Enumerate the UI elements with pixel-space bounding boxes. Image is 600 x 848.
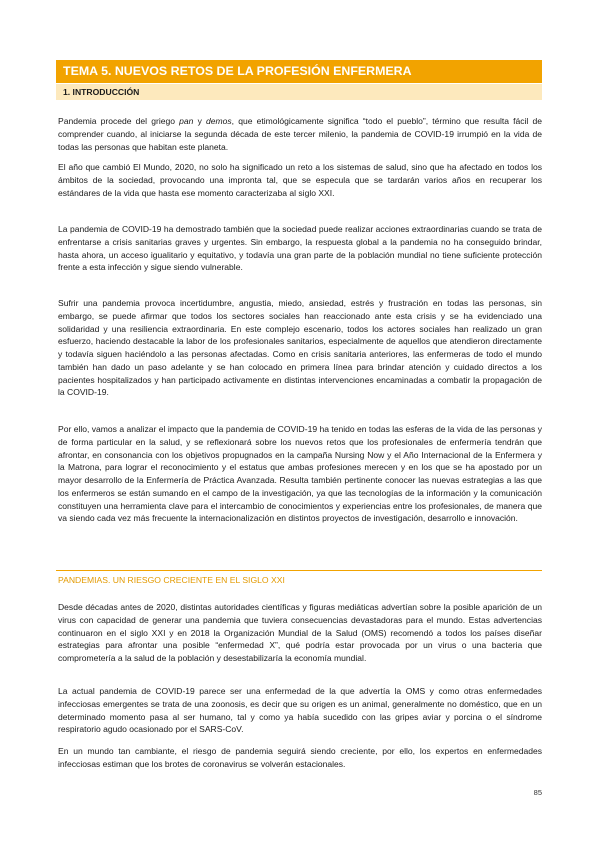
- page-number: 85: [533, 788, 542, 797]
- subsection-heading: PANDEMIAS. UN RIESGO CRECIENTE EN EL SIGLO XXI: [58, 575, 285, 585]
- pandemics-paragraph-3: En un mundo tan cambiante, el riesgo de pandemia seguirá siendo creciente, por ello, los expertos en enfermedades infecciosas estiman que los brotes de coronavirus se volverán estacionales.: [58, 746, 542, 769]
- intro-paragraph-4: Sufrir una pandemia provoca incertidumbre, angustia, miedo, ansiedad, estrés y frustración en todas las personas, sin embargo, se puede afirmar que todos los sectores sociales han reaccionado ante esta crisis y se ha evidenciado una solidaridad y una resiliencia extraordinaria. En este complejo escenario, todos los actores sociales han realizado un gran esfuerzo, haciendo destacable la labor de los profesionales sanitarios, especialmente de aquellos que atendieron directamente y todavía siguen haciéndolo a las personas afectadas. Como en crisis sanitaria anteriores, las enfermeras de todo el mundo también han dado un paso adelante y se han colocado en primera línea para brindar atención y cuidado directos a los pacientes hospitalizados y han participado activamente en distintas intervenciones encaminadas a combatir la propagación de la COVID-19.: [58, 298, 542, 398]
- section-heading: 1. INTRODUCCIÓN: [56, 84, 542, 100]
- pandemics-paragraph-2: La actual pandemia de COVID-19 parece ser una enfermedad de la que advertía la OMS y como otras enfermedades infecciosas emergentes se trata de una zoonosis, es decir que su origen es un animal, generalmente no doméstico, que en un determinado momento pasa al ser humano, tal y como ya había sucedido con las gripes aviar y porcina o el síndrome respiratorio agudo ocasionado por el SARS-CoV.: [58, 686, 542, 735]
- intro-paragraph-3: La pandemia de COVID-19 ha demostrado también que la sociedad puede realizar acciones extraordinarias cuando se trata de enfrentarse a crisis sanitarias graves y urgentes. Sin embargo, la respuesta global a la pandemia no ha conseguido brindar, hasta ahora, un acceso igualitario y equitativo, y todavía una gran parte de la población mundial no tiene suficiente protección frente a esta infección y sigue siendo vulnerable.: [58, 224, 542, 273]
- intro-paragraph-2: El año que cambió El Mundo, 2020, no solo ha significado un reto a los sistemas de salud, sino que ha afectado en todos los ámbitos de la sociedad, provocando una impronta tal, que se especula que se tardarán varios años en recuperar los estándares de la vida que hasta ese momento caracterizaba al siglo XXI.: [58, 162, 542, 198]
- intro-paragraph-5: Por ello, vamos a analizar el impacto que la pandemia de COVID-19 ha tenido en todas las esferas de la vida de las personas y de forma particular en la salud, y se reflexionará sobre los nuevos retos que los profesionales de enfermería tendrán que afrontar, en consonancia con los objetivos propugnados en la campaña Nursing Now y el Año Internacional de la Enfermera y la Matrona, para lograr el reconocimiento y el estatus que ambas profesiones merecen y en los que se ha apostado por un mayor desarrollo de la Enfermería de Práctica Avanzada. Resulta también pertinente conocer las nuevas estrategias a las que los enfermeros se están sumando en el campo de la investigación, ya que las tecnologías de la información y la comunicación constituyen una herramienta clave para el intercambio de conocimientos y experiencias entre los profesionales, de manera que va siendo cada vez más frecuente la internacionalización en distintos proyectos de investigación, desarrollo e innovación.: [58, 424, 542, 524]
- section-divider: [56, 570, 542, 571]
- intro-paragraph-1: Pandemia procede del griego pan y demos, que etimológicamente significa “todo el pueblo”, término que resulta fácil de comprender cuando, al iniciarse la segunda década de este tercer milenio, la pandemia de COVID-19 irrumpió en la vida de todas las personas que habitan este planeta.: [58, 116, 542, 152]
- chapter-title: TEMA 5. NUEVOS RETOS DE LA PROFESIÓN ENFERMERA: [56, 60, 542, 83]
- pandemics-paragraph-1: Desde décadas antes de 2020, distintas autoridades científicas y figuras mediáticas advertían sobre la posible aparición de un virus con capacidad de generar una pandemia que tuviera consecuencias devastadoras para el mundo. Estas advertencias continuaron en el siglo XXI y en 2018 la Organización Mundial de la Salud (OMS) recomendó a todos los países diseñar estrategias para afrontar una posible “enfermedad X”, qué podría estar provocada por un virus o una bacteria que comprometería a la salud de la población y desestabilizaría la economía mundial.: [58, 602, 542, 663]
